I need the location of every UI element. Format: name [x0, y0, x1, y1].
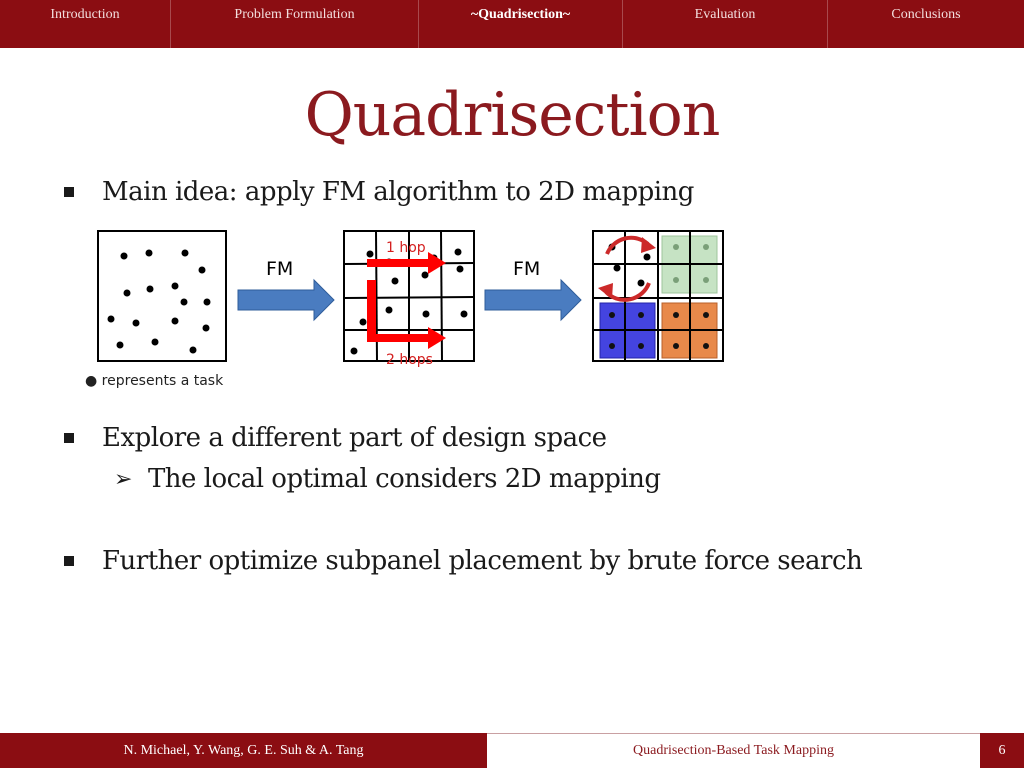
- tab-introduction[interactable]: Introduction: [0, 0, 171, 48]
- one-hop-label: 1 hop: [386, 240, 426, 256]
- slide-title: Quadrisection: [304, 80, 720, 150]
- subpanel-grid-panel: [593, 231, 723, 361]
- bullet-text: Main idea: apply FM algorithm to 2D mapping: [102, 177, 694, 207]
- arrowhead-bullet-icon: ➢: [114, 466, 132, 492]
- two-hops-label: 2 hops: [386, 352, 433, 368]
- section-nav: [0, 0, 1024, 48]
- square-bullet-icon: [64, 556, 74, 566]
- legend-text: ● represents a task: [85, 373, 224, 389]
- fm-mapping-figure: [80, 226, 740, 390]
- tab-quadrisection[interactable]: ~Quadrisection~: [419, 0, 623, 48]
- footer-talk-title: Quadrisection-Based Task Mapping: [487, 733, 980, 768]
- task-grid-panel: [98, 231, 226, 361]
- fm-label: FM: [266, 258, 294, 280]
- square-bullet-icon: [64, 187, 74, 197]
- page-number: 6: [980, 733, 1024, 768]
- sub-bullet-local-optimal: [114, 464, 661, 494]
- bullet-text: Further optimize subpanel placement by brute force search: [102, 546, 863, 576]
- tab-evaluation[interactable]: Evaluation: [623, 0, 828, 48]
- bullet-brute-force: [64, 546, 862, 576]
- fm-arrow-icon: [485, 280, 581, 320]
- sub-bullet-text: The local optimal considers 2D mapping: [147, 464, 661, 494]
- fm-arrow-icon: [238, 280, 334, 320]
- tab-conclusions[interactable]: Conclusions: [891, 7, 961, 22]
- tab-problem-formulation[interactable]: Problem Formulation: [171, 0, 419, 48]
- bullet-main-idea: [64, 177, 694, 207]
- footer-authors: N. Michael, Y. Wang, G. E. Suh & A. Tang: [0, 733, 487, 768]
- bullet-text: Explore a different part of design space: [102, 423, 607, 453]
- bullet-design-space: [64, 423, 607, 453]
- fm-label: FM: [513, 258, 541, 280]
- square-bullet-icon: [64, 433, 74, 443]
